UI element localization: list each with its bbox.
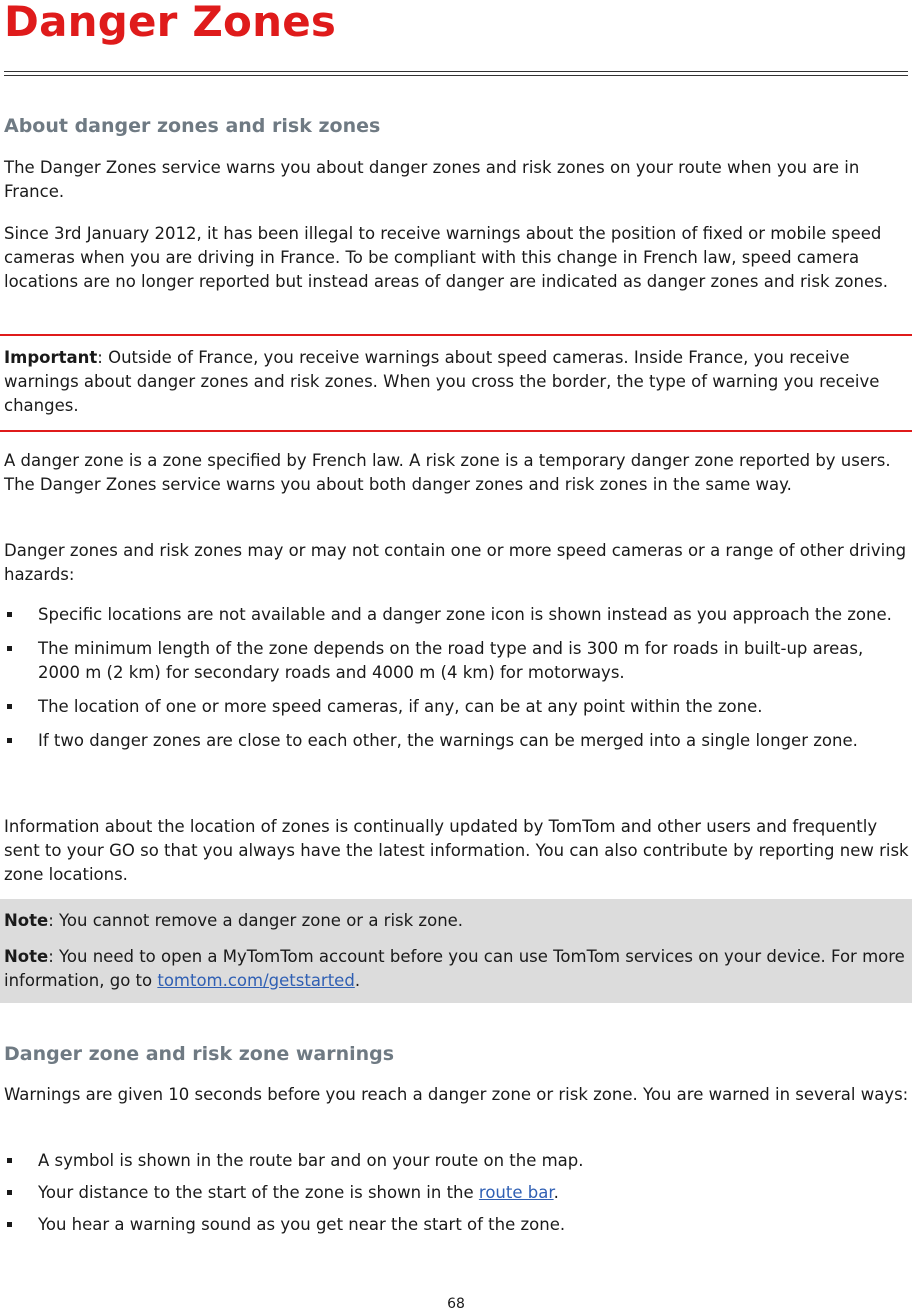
list-item: You hear a warning sound as you get near the start of the zone. xyxy=(4,1213,908,1237)
note-remove: Note: You cannot remove a danger zone or a risk zone. xyxy=(4,911,464,930)
important-top-border xyxy=(0,334,912,336)
important-callout xyxy=(4,346,912,418)
paragraph-updates: Information about the location of zones is continually updated by TomTom and other users and frequently sent to your GO so that you always have the latest information. You can also contribute by reporting new risk zone locations. xyxy=(4,817,909,884)
bullet-icon xyxy=(7,704,12,709)
route-bar-link[interactable]: route bar xyxy=(478,1183,554,1202)
page-title: Danger Zones xyxy=(4,0,337,46)
important-text: : Outside of France, you receive warnings about speed cameras. Inside France, you receive warnings about danger zones and risk zones. When you cross the border, the type of warning you receive changes. xyxy=(4,348,880,415)
list-item: Your distance to the start of the zone is shown in the route bar. xyxy=(4,1181,908,1205)
title-divider-second xyxy=(4,75,908,76)
page-number: 68 xyxy=(447,1296,465,1312)
important-bottom-border xyxy=(0,430,912,432)
section-heading-warnings: Danger zone and risk zone warnings xyxy=(4,1043,395,1065)
paragraph-warnings: Warnings are given 10 seconds before you reach a danger zone or risk zone. You are warned in several ways: xyxy=(4,1085,909,1104)
paragraph-hazards: Danger zones and risk zones may or may not contain one or more speed cameras or a range of other driving hazards: xyxy=(4,541,907,584)
list-item: Specific locations are not available and a danger zone icon is shown instead as you approach the zone. xyxy=(4,603,908,627)
paragraph-law: Since 3rd January 2012, it has been illegal to receive warnings about the position of fixed or mobile speed cameras when you are driving in France. To be compliant with this change in French law, speed camera locations are no longer reported but instead areas of danger are indicated as danger zones and risk zones. xyxy=(4,224,888,291)
list-item: The location of one or more speed cameras, if any, can be at any point within the zone. xyxy=(4,695,908,719)
note-label: Note xyxy=(4,947,49,966)
section-heading-about: About danger zones and risk zones xyxy=(4,115,381,137)
note-label: Note xyxy=(4,911,49,930)
bullet-icon xyxy=(7,1190,12,1195)
bullet-icon xyxy=(7,1222,12,1227)
list-item: The minimum length of the zone depends on the road type and is 300 m for roads in built-up areas, 2000 m (2 km) for secondary roads and 4000 m (4 km) for motorways. xyxy=(4,637,908,685)
bullet-icon xyxy=(7,1158,12,1163)
note-box xyxy=(0,899,912,1003)
hazards-list xyxy=(4,603,908,763)
paragraph-intro: The Danger Zones service warns you about danger zones and risk zones on your route when you are in France. xyxy=(4,158,860,201)
paragraph-definition: A danger zone is a zone specified by French law. A risk zone is a temporary danger zone reported by users. The Danger Zones service warns you about both danger zones and risk zones in the same way. xyxy=(4,451,891,494)
important-label: Important xyxy=(4,348,98,367)
warnings-list xyxy=(4,1149,908,1245)
title-divider xyxy=(4,71,908,72)
bullet-icon xyxy=(7,612,12,617)
bullet-icon xyxy=(7,646,12,651)
list-item: If two danger zones are close to each other, the warnings can be merged into a single longer zone. xyxy=(4,729,908,753)
list-item: A symbol is shown in the route bar and on your route on the map. xyxy=(4,1149,908,1173)
note-account: Note: You need to open a MyTomTom account before you can use TomTom services on your device. For more information, go to tomtom.com/getstarted. xyxy=(4,947,905,990)
getstarted-link[interactable]: tomtom.com/getstarted xyxy=(157,971,355,990)
bullet-icon xyxy=(7,738,12,743)
